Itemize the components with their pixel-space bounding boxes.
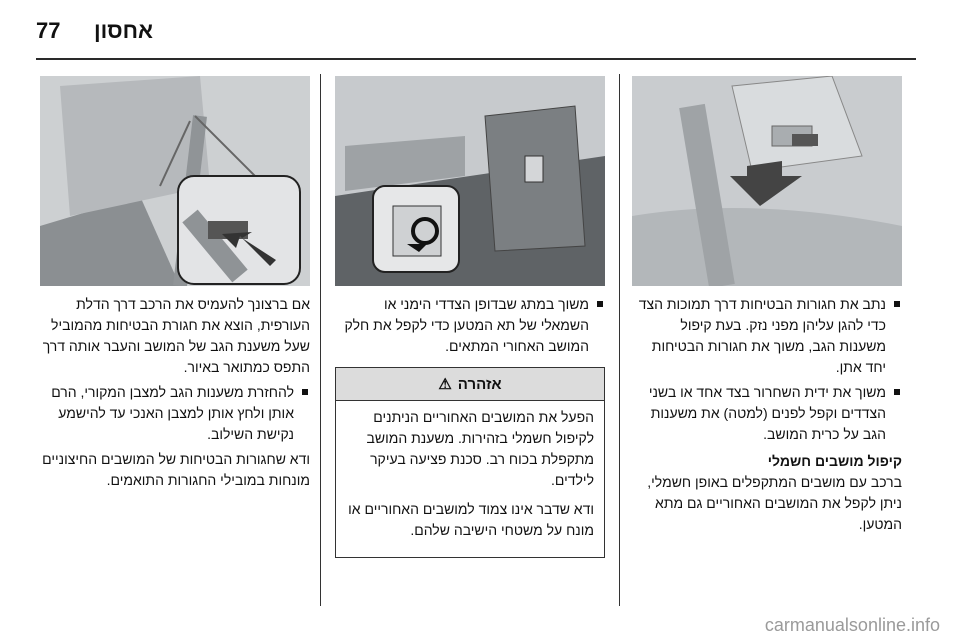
section-title: אחסון (94, 18, 154, 43)
warning-triangle-icon: ⚠ (438, 375, 452, 393)
watermark: carmanualsonline.info (764, 615, 940, 635)
body-paragraph: ודא שחגורות הבטיחות של המושבים החיצוניים מונחות במובילי החגורות התואמים. (42, 451, 310, 488)
column-right (632, 76, 902, 539)
header-rule (36, 58, 916, 60)
trunk-switch-photo (335, 76, 605, 286)
warning-paragraph: ודא שדבר אינו צמוד למושבים האחוריים או מונח על משטחי הישיבה שלהם. (348, 501, 594, 538)
instruction-bullet: משוך במתג שבדופן הצדדי הימני או השמאלי של תא המטען כדי לקפל את חלק המושב האחורי המתאים. (335, 294, 605, 357)
body-paragraph: אם ברצונך להעמיס את הרכב דרך הדלת העורפית, הוצא את חגורת הבטיחות מהמוביל שעל משענת הגב של המושב והעבר אותה דרך התפס כמתואר באיור. (42, 296, 310, 375)
warning-title: אזהרה (457, 375, 502, 393)
warning-header (336, 368, 604, 401)
warning-box (335, 367, 605, 558)
column-divider (320, 74, 321, 606)
belt-hook-photo (40, 76, 310, 286)
instruction-bullet: להחזרת משענות הגב למצבן המקורי, הרם אותן ולחץ אותן למצבן האנכי עד להישמע נקישת השילוב. (40, 382, 310, 445)
seatbelt-guide-photo (632, 76, 902, 286)
body-paragraph: ברכב עם מושבים המתקפלים באופן חשמלי, ניתן לקפל את המושבים האחוריים גם מתא המטען. (647, 474, 902, 532)
instruction-bullet: נתב את חגורות הבטיחות דרך תמוכות הצד כדי להגן עליהן מפני נזק. בעת קיפול משענות הגב, משוך את חגורות הבטיחות יחד אתן. (632, 294, 902, 378)
instruction-bullet: משוך את ידית השחרור בצד אחד או בשני הצדדים וקפל לפנים (למטה) את משענות הגב על כרית המושב. (632, 382, 902, 445)
warning-paragraph: הפעל את המושבים האחוריים הניתנים לקיפול חשמלי בזהירות. משענת המושב מתקפלת בכוח רב. סכנת פציעה בעיקר לילדים. (366, 409, 594, 488)
page-number: 77 (36, 18, 61, 43)
subheading: קיפול מושבים חשמלי (767, 453, 902, 469)
page-header (36, 14, 916, 54)
column-left (40, 76, 310, 495)
column-divider (619, 74, 620, 606)
column-middle (335, 76, 605, 558)
